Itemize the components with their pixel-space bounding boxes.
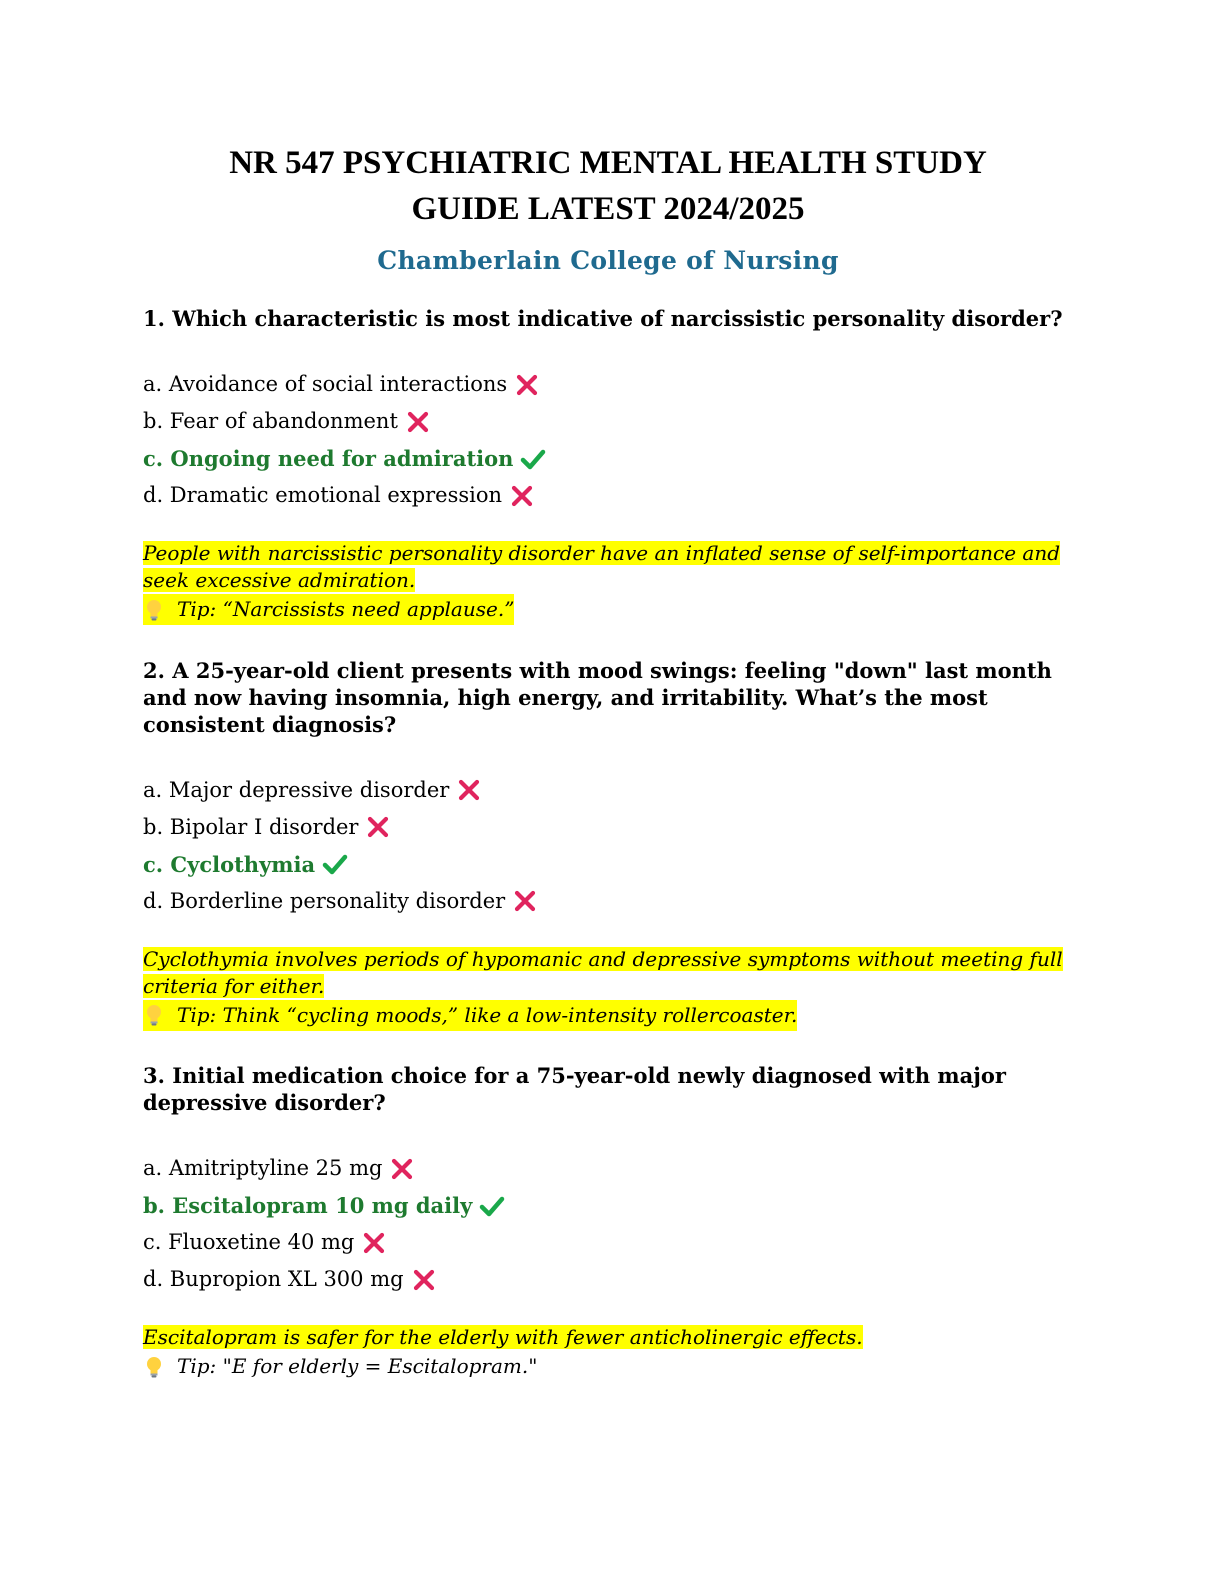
question-3 xyxy=(143,1062,1073,1384)
option-text: c. Cyclothymia xyxy=(143,851,316,877)
check-mark-icon xyxy=(519,445,547,473)
explanation-block xyxy=(143,946,1073,1033)
answer-options xyxy=(143,1150,1073,1298)
question-number: 1. xyxy=(143,306,165,331)
answer-option-correct xyxy=(143,1187,1073,1224)
question-number: 2. xyxy=(143,657,165,683)
cross-mark-icon xyxy=(404,408,432,436)
option-text: d. Borderline personality disorder xyxy=(143,888,506,913)
question-list xyxy=(143,305,1073,1384)
answer-options xyxy=(143,366,1073,514)
option-text: a. Major depressive disorder xyxy=(143,777,450,802)
cross-mark-icon xyxy=(511,887,539,915)
document-subtitle: Chamberlain College of Nursing xyxy=(377,246,839,275)
cross-mark-icon xyxy=(455,776,483,804)
option-text: b. Fear of abandonment xyxy=(143,409,398,433)
option-text: c. Ongoing need for admiration xyxy=(143,446,514,471)
light-bulb-icon xyxy=(143,1355,165,1379)
title-line-2: GUIDE LATEST 2024/2025 xyxy=(411,191,805,227)
answer-option-incorrect xyxy=(143,1261,1073,1298)
document-page xyxy=(143,140,1073,1384)
tip-text: Tip: “Narcissists need applause.” xyxy=(177,597,515,621)
cross-mark-icon xyxy=(360,1229,388,1257)
tip-line xyxy=(143,1000,797,1031)
tip-text: Tip: Think “cycling moods,” like a low-intensity rollercoaster. xyxy=(177,1002,798,1027)
explanation-block xyxy=(143,1324,1073,1384)
cross-mark-icon xyxy=(508,482,536,510)
explanation-block xyxy=(143,540,1073,627)
question-prompt: A 25-year-old client presents with mood swings: feeling "down" last month and now having insomnia, high energy, and irritability. What’s the most consistent diagnosis? xyxy=(143,657,1052,737)
explanation-text: People with narcissistic personality disorder have an inflated sense of self-importance and seek excessive admiration. xyxy=(143,541,1061,592)
answer-option-incorrect xyxy=(143,403,1073,440)
answer-option-incorrect xyxy=(143,809,1073,846)
cross-mark-icon xyxy=(513,371,541,399)
cross-mark-icon xyxy=(410,1266,438,1294)
question-text xyxy=(143,657,1073,738)
question-prompt: Which characteristic is most indicative of narcissistic personality disorder? xyxy=(172,306,1063,331)
tip-text: Tip: "E for elderly = Escitalopram." xyxy=(177,1354,538,1378)
answer-option-incorrect xyxy=(143,1224,1073,1261)
cross-mark-icon xyxy=(364,813,392,841)
explanation-text: Escitalopram is safer for the elderly with fewer anticholinergic effects. xyxy=(143,1325,863,1349)
option-text: a. Avoidance of social interactions xyxy=(143,372,508,396)
question-number: 3. xyxy=(143,1063,165,1088)
check-mark-icon xyxy=(321,850,349,878)
tip-line xyxy=(143,594,514,625)
tip-line xyxy=(143,1351,537,1382)
answer-option-incorrect xyxy=(143,1150,1073,1187)
answer-option-incorrect xyxy=(143,366,1073,403)
answer-option-incorrect xyxy=(143,772,1073,809)
option-text: d. Bupropion XL 300 mg xyxy=(143,1267,404,1291)
question-text xyxy=(143,1062,1073,1116)
question-text xyxy=(143,305,1073,332)
explanation-text: Cyclothymia involves periods of hypomanic and depressive symptoms without meeting full criteria for either. xyxy=(143,946,1063,998)
question-prompt: Initial medication choice for a 75-year-old newly diagnosed with major depressive disorder? xyxy=(143,1063,1006,1115)
check-mark-icon xyxy=(478,1192,506,1220)
option-text: b. Bipolar I disorder xyxy=(143,814,359,839)
light-bulb-icon xyxy=(143,1003,165,1027)
answer-option-correct xyxy=(143,440,1073,477)
light-bulb-icon xyxy=(143,598,165,622)
question-2 xyxy=(143,657,1073,1033)
answer-option-correct xyxy=(143,846,1073,883)
option-text: d. Dramatic emotional expression xyxy=(143,483,503,507)
option-text: a. Amitriptyline 25 mg xyxy=(143,1156,383,1180)
answer-option-incorrect xyxy=(143,477,1073,514)
title-line-1: NR 547 PSYCHIATRIC MENTAL HEALTH STUDY xyxy=(229,145,987,181)
question-1 xyxy=(143,305,1073,627)
answer-options xyxy=(143,772,1073,920)
option-text: c. Fluoxetine 40 mg xyxy=(143,1230,355,1254)
cross-mark-icon xyxy=(388,1155,416,1183)
option-text: b. Escitalopram 10 mg daily xyxy=(143,1193,473,1218)
answer-option-incorrect xyxy=(143,883,1073,920)
document-title xyxy=(123,140,1093,232)
